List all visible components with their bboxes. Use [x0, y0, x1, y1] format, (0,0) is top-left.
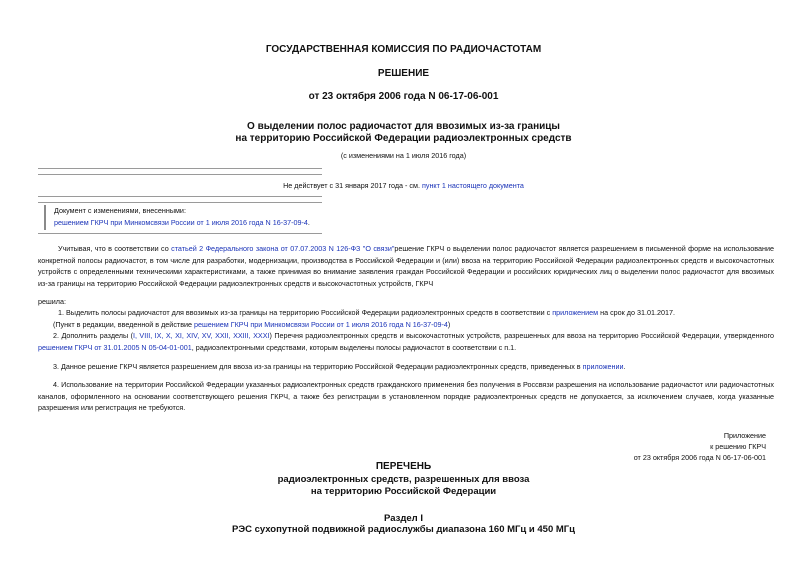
item-2-text: , радиоэлектронными средствами, которым выделены полосы радиочастот в соответствии с п.1. — [191, 342, 517, 352]
sections-link[interactable]: I, VIII, IX, X, XI, XIV, XV, XXII, XXIII, XXXI — [132, 331, 270, 340]
preamble-text: Учитывая, что в соответствии со — [58, 244, 172, 253]
item-1 — [38, 307, 774, 319]
amendment-link[interactable]: решением ГКРЧ при Минкомсвязи России от 1 июля 2016 года N 16-37-09-4 — [54, 218, 308, 227]
amendments-line — [54, 217, 310, 228]
amendments-label: Документ с изменениями, внесенными: — [54, 206, 186, 215]
list-subtitle-2: на территорию Российской Федерации — [310, 486, 497, 497]
changes-note: (с изменениями на 1 июля 2016 года) — [340, 151, 467, 160]
separator-line — [38, 233, 322, 234]
list-title: ПЕРЕЧЕНЬ — [375, 461, 432, 472]
appendix-link-2[interactable]: приложении — [582, 362, 624, 371]
list-subtitle-1: радиоэлектронных средств, разрешенных для ввоза — [277, 474, 530, 485]
separator-line — [38, 174, 322, 175]
item-2 — [38, 330, 774, 353]
separator-line — [38, 202, 322, 203]
item-3-text: . — [623, 362, 626, 371]
item-1-text: 1. Выделить полосы радиочастот для ввозимых из-за границы на территорию Российской Федерации радиоэлектронных средств в соответствии с — [58, 308, 553, 317]
commission-name: ГОСУДАРСТВЕННАЯ КОМИССИЯ ПО РАДИОЧАСТОТАМ — [265, 44, 542, 55]
item-1-note-text: (Пункт в редакции, введенной в действие — [53, 320, 195, 329]
section-subtitle: РЭС сухопутной подвижной радиослужбы диапазона 160 МГц и 450 МГц — [231, 524, 576, 535]
item-3-text: 3. Данное решение ГКРЧ является разрешением для ввоза из-за границы на территорию Российской Федерации радиоэлектронных средств, приведенных в — [53, 362, 583, 371]
section-title: Раздел I — [384, 513, 423, 524]
amendment-suffix: . — [307, 218, 310, 227]
appendix-ref: к решению ГКРЧ — [710, 442, 766, 451]
document-date-number: от 23 октября 2006 года N 06-17-06-001 — [308, 91, 499, 102]
status-text: Не действует с 31 января 2017 года - см. — [283, 181, 422, 190]
document-title-line-2: на территорию Российской Федерации радиоэлектронных средств — [235, 133, 572, 144]
decision-2005-link[interactable]: решением ГКРЧ от 31.01.2005 N 05-04-01-001 — [38, 342, 192, 352]
resolved-label: решила: — [38, 297, 66, 306]
item-1-note — [53, 319, 450, 330]
item-4: 4. Использование на территории Российской Федерации указанных радиоэлектронных средств гражданского применения без получения в Россвязи разрешения на использование радиочастот или радиочастотных каналов, оформленного на основании соответствующего решения ГКРЧ, а также без регистрации в установленном порядке радиоэлектронных средств не допускается, за исключением случаев, когда указанные разрешения или регистрация не требуются. — [38, 380, 774, 413]
item-1-note-link[interactable]: решением ГКРЧ при Минкомсвязи России от 1 июля 2016 года N 16-37-09-4 — [194, 320, 448, 329]
status-link[interactable]: пункт 1 настоящего документа — [421, 181, 524, 190]
separator-line — [38, 196, 322, 197]
appendix-link[interactable]: приложением — [552, 308, 599, 317]
item-1-text: на срок до 31.01.2017. — [598, 308, 675, 317]
document-type: РЕШЕНИЕ — [377, 68, 430, 79]
appendix-date: от 23 октября 2006 года N 06-17-06-001 — [633, 453, 766, 462]
item-2-text: ) Перечня радиоэлектронных средств и высокочастотных устройств, разрешенных для ввоза на территорию Российской Федерации, утвержденного — [269, 331, 774, 340]
appendix-label: Приложение — [723, 431, 766, 440]
status-notice — [0, 180, 807, 191]
item-3 — [38, 361, 774, 373]
amendment-bar — [44, 205, 46, 230]
separator-line — [38, 168, 322, 169]
law-link[interactable]: статьей 2 Федерального закона от 07.07.2003 N 126-ФЗ "О связи" — [171, 244, 395, 253]
preamble-paragraph — [38, 243, 774, 289]
preamble-text: решение ГКРЧ о выделении полос радиочастот является разрешением в письменной форме на использование конкретной полосы радиочастот, в том числе для разработки, модернизации, производства в Российской Федерации и (или) ввоза на территорию Российской Федерации радиоэлектронных средств и высокочастотных устройств с определенными техническими характеристиками, а также принимая во внимание заявления граждан Российской Федерации и российских юридических лиц о выделении полос радиочастот для ввозимых из-за границы на территорию Российской Федерации радиоэлектронных средств и высокочастотных устройств, ГКРЧ — [38, 244, 774, 288]
document-title-line-1: О выделении полос радиочастот для ввозимых из-за границы — [247, 121, 560, 132]
item-2-text: 2. Дополнить разделы ( — [53, 331, 133, 340]
item-1-note-text: ) — [447, 320, 451, 329]
